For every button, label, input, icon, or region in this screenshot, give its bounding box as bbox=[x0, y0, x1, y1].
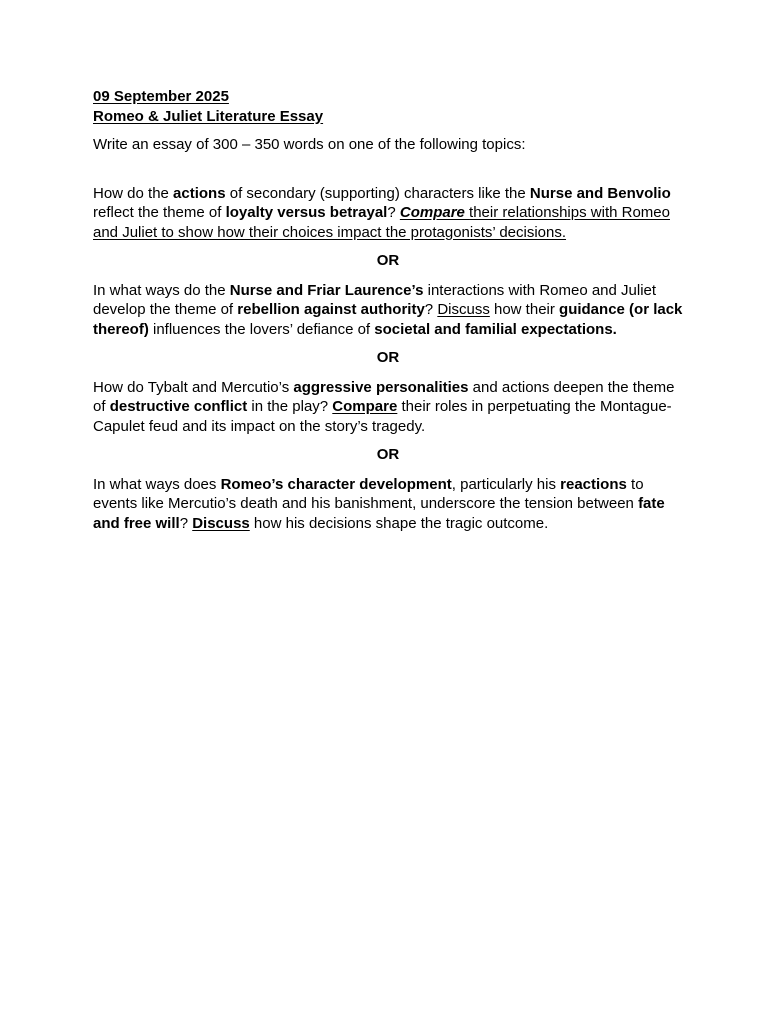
topic-text: In what ways do the bbox=[93, 281, 230, 299]
task-verb-discuss: Discuss bbox=[437, 301, 490, 318]
topic-text: ? bbox=[387, 204, 400, 221]
topic-keyword: societal and familial expectations. bbox=[374, 320, 617, 338]
topic-text: interactions with Romeo and Juliet develop the theme of bbox=[93, 281, 657, 318]
topic-text: , particularly his bbox=[451, 475, 561, 493]
topic-keyword: fate and free will bbox=[93, 495, 665, 532]
topic-keyword: loyalty versus betrayal bbox=[225, 204, 388, 221]
topic-text: their relationships with Romeo and Juliet to show how their choices impact the protagonists’ decisions. bbox=[93, 204, 670, 241]
topic-keyword: Nurse and Benvolio bbox=[529, 184, 671, 202]
topic-text: How do Tybalt and Mercutio’s bbox=[93, 378, 294, 396]
topic-keyword: Nurse and Friar Laurence’s bbox=[229, 281, 424, 299]
task-verb-compare: Compare bbox=[399, 204, 470, 221]
topic-text: reflect the theme of bbox=[93, 204, 226, 221]
topic-text: and actions deepen the theme of bbox=[93, 378, 675, 415]
topic-text: their roles in perpetuating the Montague-Capulet feud and its impact on the story’s tragedy. bbox=[93, 398, 672, 435]
essay-topic-1 bbox=[93, 184, 683, 243]
or-separator: OR bbox=[376, 446, 400, 463]
essay-topic-2 bbox=[93, 281, 683, 340]
topic-text: How do the bbox=[93, 184, 174, 202]
topic-text: ? bbox=[179, 514, 193, 532]
topic-text: how their bbox=[489, 301, 560, 318]
document-title: Romeo & Juliet Literature Essay bbox=[93, 107, 324, 125]
topic-text: in the play? bbox=[247, 398, 333, 415]
task-verb-compare: Compare bbox=[332, 398, 398, 415]
task-verb-discuss: Discuss bbox=[192, 514, 250, 532]
document-body bbox=[93, 87, 683, 533]
topic-keyword: aggressive personalities bbox=[293, 378, 469, 396]
topic-keyword: guidance (or lack thereof) bbox=[93, 301, 683, 338]
topic-keyword: rebellion against authority bbox=[237, 301, 425, 318]
essay-instructions: Write an essay of 300 – 350 words on one of the following topics: bbox=[93, 136, 526, 153]
topic-text: influences the lovers’ defiance of bbox=[148, 320, 375, 338]
topic-text: of secondary (supporting) characters like the bbox=[225, 184, 530, 202]
document-date: 09 September 2025 bbox=[93, 88, 229, 105]
topic-text: In what ways does bbox=[93, 475, 221, 493]
or-separator: OR bbox=[376, 252, 400, 269]
essay-topic-3 bbox=[93, 378, 683, 437]
topic-keyword: actions bbox=[173, 184, 226, 202]
topic-text: how his decisions shape the tragic outcome. bbox=[249, 514, 549, 532]
topic-text: ? bbox=[424, 301, 438, 318]
topic-keyword: reactions bbox=[560, 475, 627, 493]
topic-text: to events like Mercutio’s death and his banishment, underscore the tension between bbox=[93, 475, 644, 512]
essay-topic-4 bbox=[93, 475, 683, 534]
topic-keyword: Romeo’s character development bbox=[220, 475, 452, 493]
topic-keyword: destructive conflict bbox=[109, 398, 248, 415]
or-separator: OR bbox=[376, 349, 400, 366]
